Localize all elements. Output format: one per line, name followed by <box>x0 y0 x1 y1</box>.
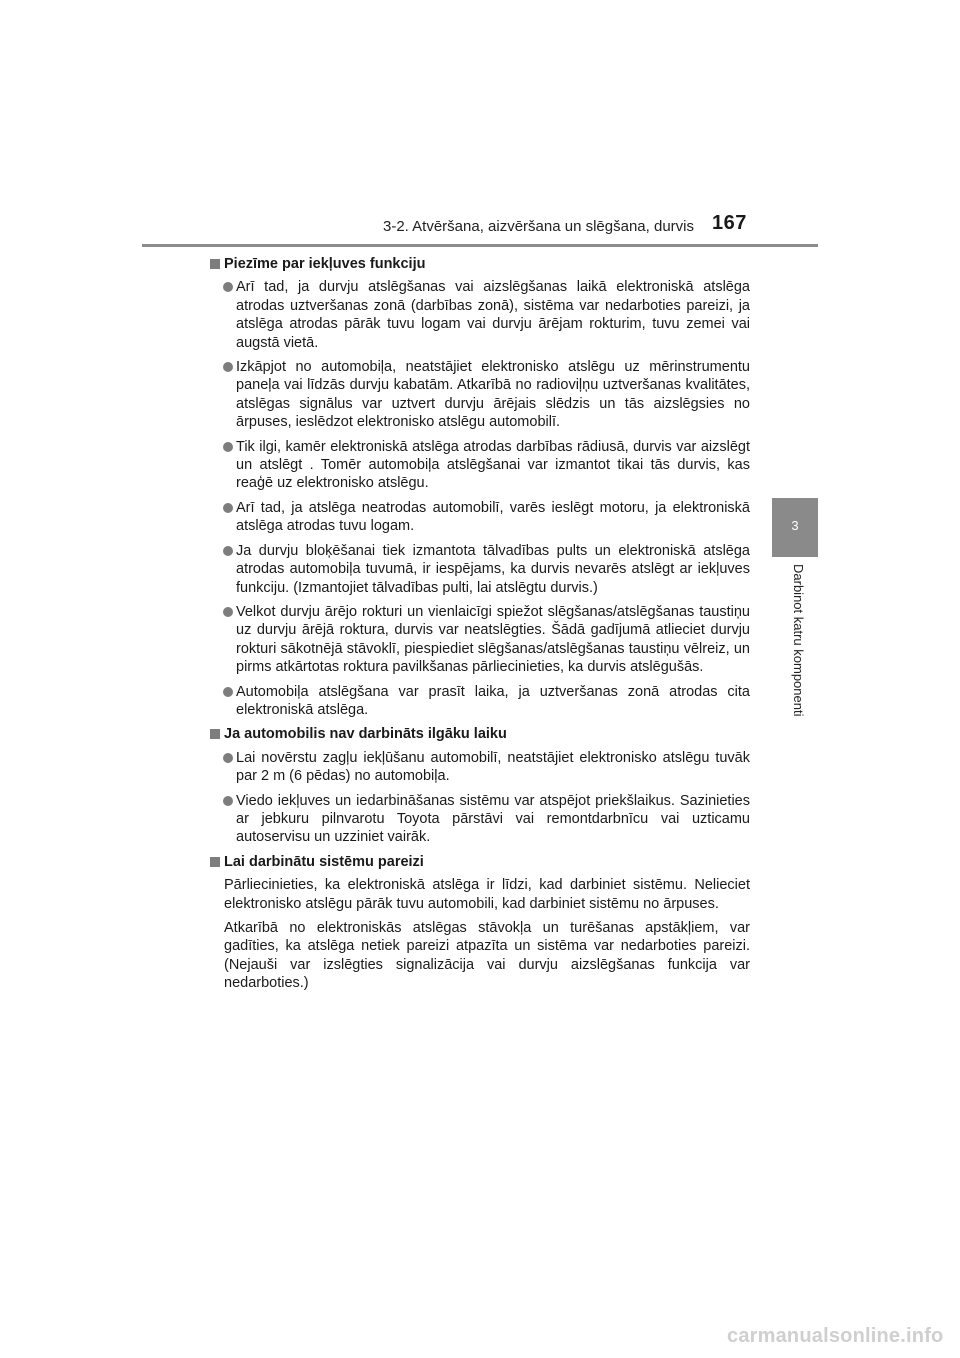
list-item: Arī tad, ja atslēga neatrodas automobilī, varēs ieslēgt motoru, ja elektroniskā atslēga atrodas tuvu logam. <box>210 499 750 536</box>
list-item: Viedo iekļuves un iedarbināšanas sistēmu var atspējot priekšlaikus. Sazinieties ar jebkuru pilnvarotu Toyota pārstāvi vai remontdarbnīcu vai uzticamu autoservisu un uzziniet vairāk. <box>210 792 750 847</box>
section-header: 3-2. Atvēršana, aizvēršana un slēgšana, durvis <box>382 218 694 235</box>
round-bullet-icon <box>223 687 233 697</box>
round-bullet-icon <box>223 753 233 763</box>
square-bullet-icon <box>210 259 220 269</box>
footer-watermark: carmanualsonline.info <box>727 1325 944 1347</box>
section-heading-entry-function: Piezīme par iekļuves funkciju <box>210 255 750 273</box>
paragraph: Pārliecinieties, ka elektroniskā atslēga ir līdzi, kad darbiniet sistēmu. Nelieciet elektronisko atslēgu pārāk tuvu automobili, kad darbiniet sistēmu no ārpuses. <box>224 877 750 912</box>
square-bullet-icon <box>210 857 220 867</box>
list-item: Tik ilgi, kamēr elektroniskā atslēga atrodas darbības rādiusā, durvis var aizslēgt un atslēgt . Tomēr automobiļa atslēgšanai var izmantot tikai tās durvis, kas reaģē uz elektronisko atslēgu. <box>210 438 750 493</box>
round-bullet-icon <box>223 796 233 806</box>
round-bullet-icon <box>223 362 233 372</box>
list-item: Izkāpjot no automobiļa, neatstājiet elektronisko atslēgu uz mērinstrumentu paneļa vai līdzās durvju kabatām. Atkarībā no radioviļņu uztveršanas kvalitātes, atslēgas signālus var uztvert durvju ārējais slēdzis un tās aizslēgsies no ārpuses, ieslēdzot elektronisko atslēgu automobilī. <box>210 358 750 432</box>
round-bullet-icon <box>223 282 233 292</box>
round-bullet-icon <box>223 442 233 452</box>
chapter-tab <box>772 498 818 557</box>
paragraph: Atkarībā no elektroniskās atslēgas stāvokļa un turēšanas apstākļiem, var gadīties, ka atslēga netiek pareizi atpazīta un sistēma var nedarboties pareizi. (Nejauši var izslēgties signalizācija vai durvju aizslēgšanas funkcija var nedarboties.) <box>224 920 750 992</box>
page-content <box>210 255 750 999</box>
list-item: Velkot durvju ārējo rokturi un vienlaicīgi spiežot slēgšanas/atslēgšanas taustiņu uz durvju ārējā roktura, durvis var neatslēgties. Šādā gadījumā atlieciet durvju rokturi sākotnējā stāvoklī, piespiediet slēgšanas/atslēgšanas taustiņu vēlreiz, un pirms atkārtotas roktura pavilkšanas pārliecinieties, ka durvis atslēgušās. <box>210 603 750 677</box>
square-bullet-icon <box>210 729 220 739</box>
list-item: Arī tad, ja durvju atslēgšanas vai aizslēgšanas laikā elektroniskā atslēga atrodas uztveršanas zonā (darbības zonā), sistēma var nedarboties pareizi, ja atslēga atrodas pārāk tuvu logam vai durvju ārējam rokturim, tuvu zemei vai augstā vietā. <box>210 278 750 352</box>
round-bullet-icon <box>223 607 233 617</box>
header-divider <box>142 244 818 247</box>
list-item: Ja durvju bloķēšanai tiek izmantota tālvadības pults un elektroniskā atslēga atrodas automobiļa tuvumā, ir iespējams, ka durvis nevarēs atslēgt ar iekļuves funkciju. (Izmantojiet tālvadības pulti, lai atslēgtu durvis.) <box>210 542 750 597</box>
round-bullet-icon <box>223 503 233 513</box>
chapter-number: 3 <box>791 518 799 533</box>
list-item: Lai novērstu zagļu iekļūšanu automobilī, neatstājiet elektronisko atslēgu tuvāk par 2 m (6 pēdas) no automobiļa. <box>210 749 750 786</box>
round-bullet-icon <box>223 546 233 556</box>
section-heading-proper-operation: Lai darbinātu sistēmu pareizi <box>210 853 750 871</box>
page-number: 167 <box>712 212 747 234</box>
list-item: Automobiļa atslēgšana var prasīt laika, ja uztveršanas zonā atrodas cita elektroniskā atslēga. <box>210 683 750 720</box>
section-heading-long-inactivity: Ja automobilis nav darbināts ilgāku laiku <box>210 725 750 743</box>
chapter-label: Darbinot katru komponenti <box>791 564 806 717</box>
